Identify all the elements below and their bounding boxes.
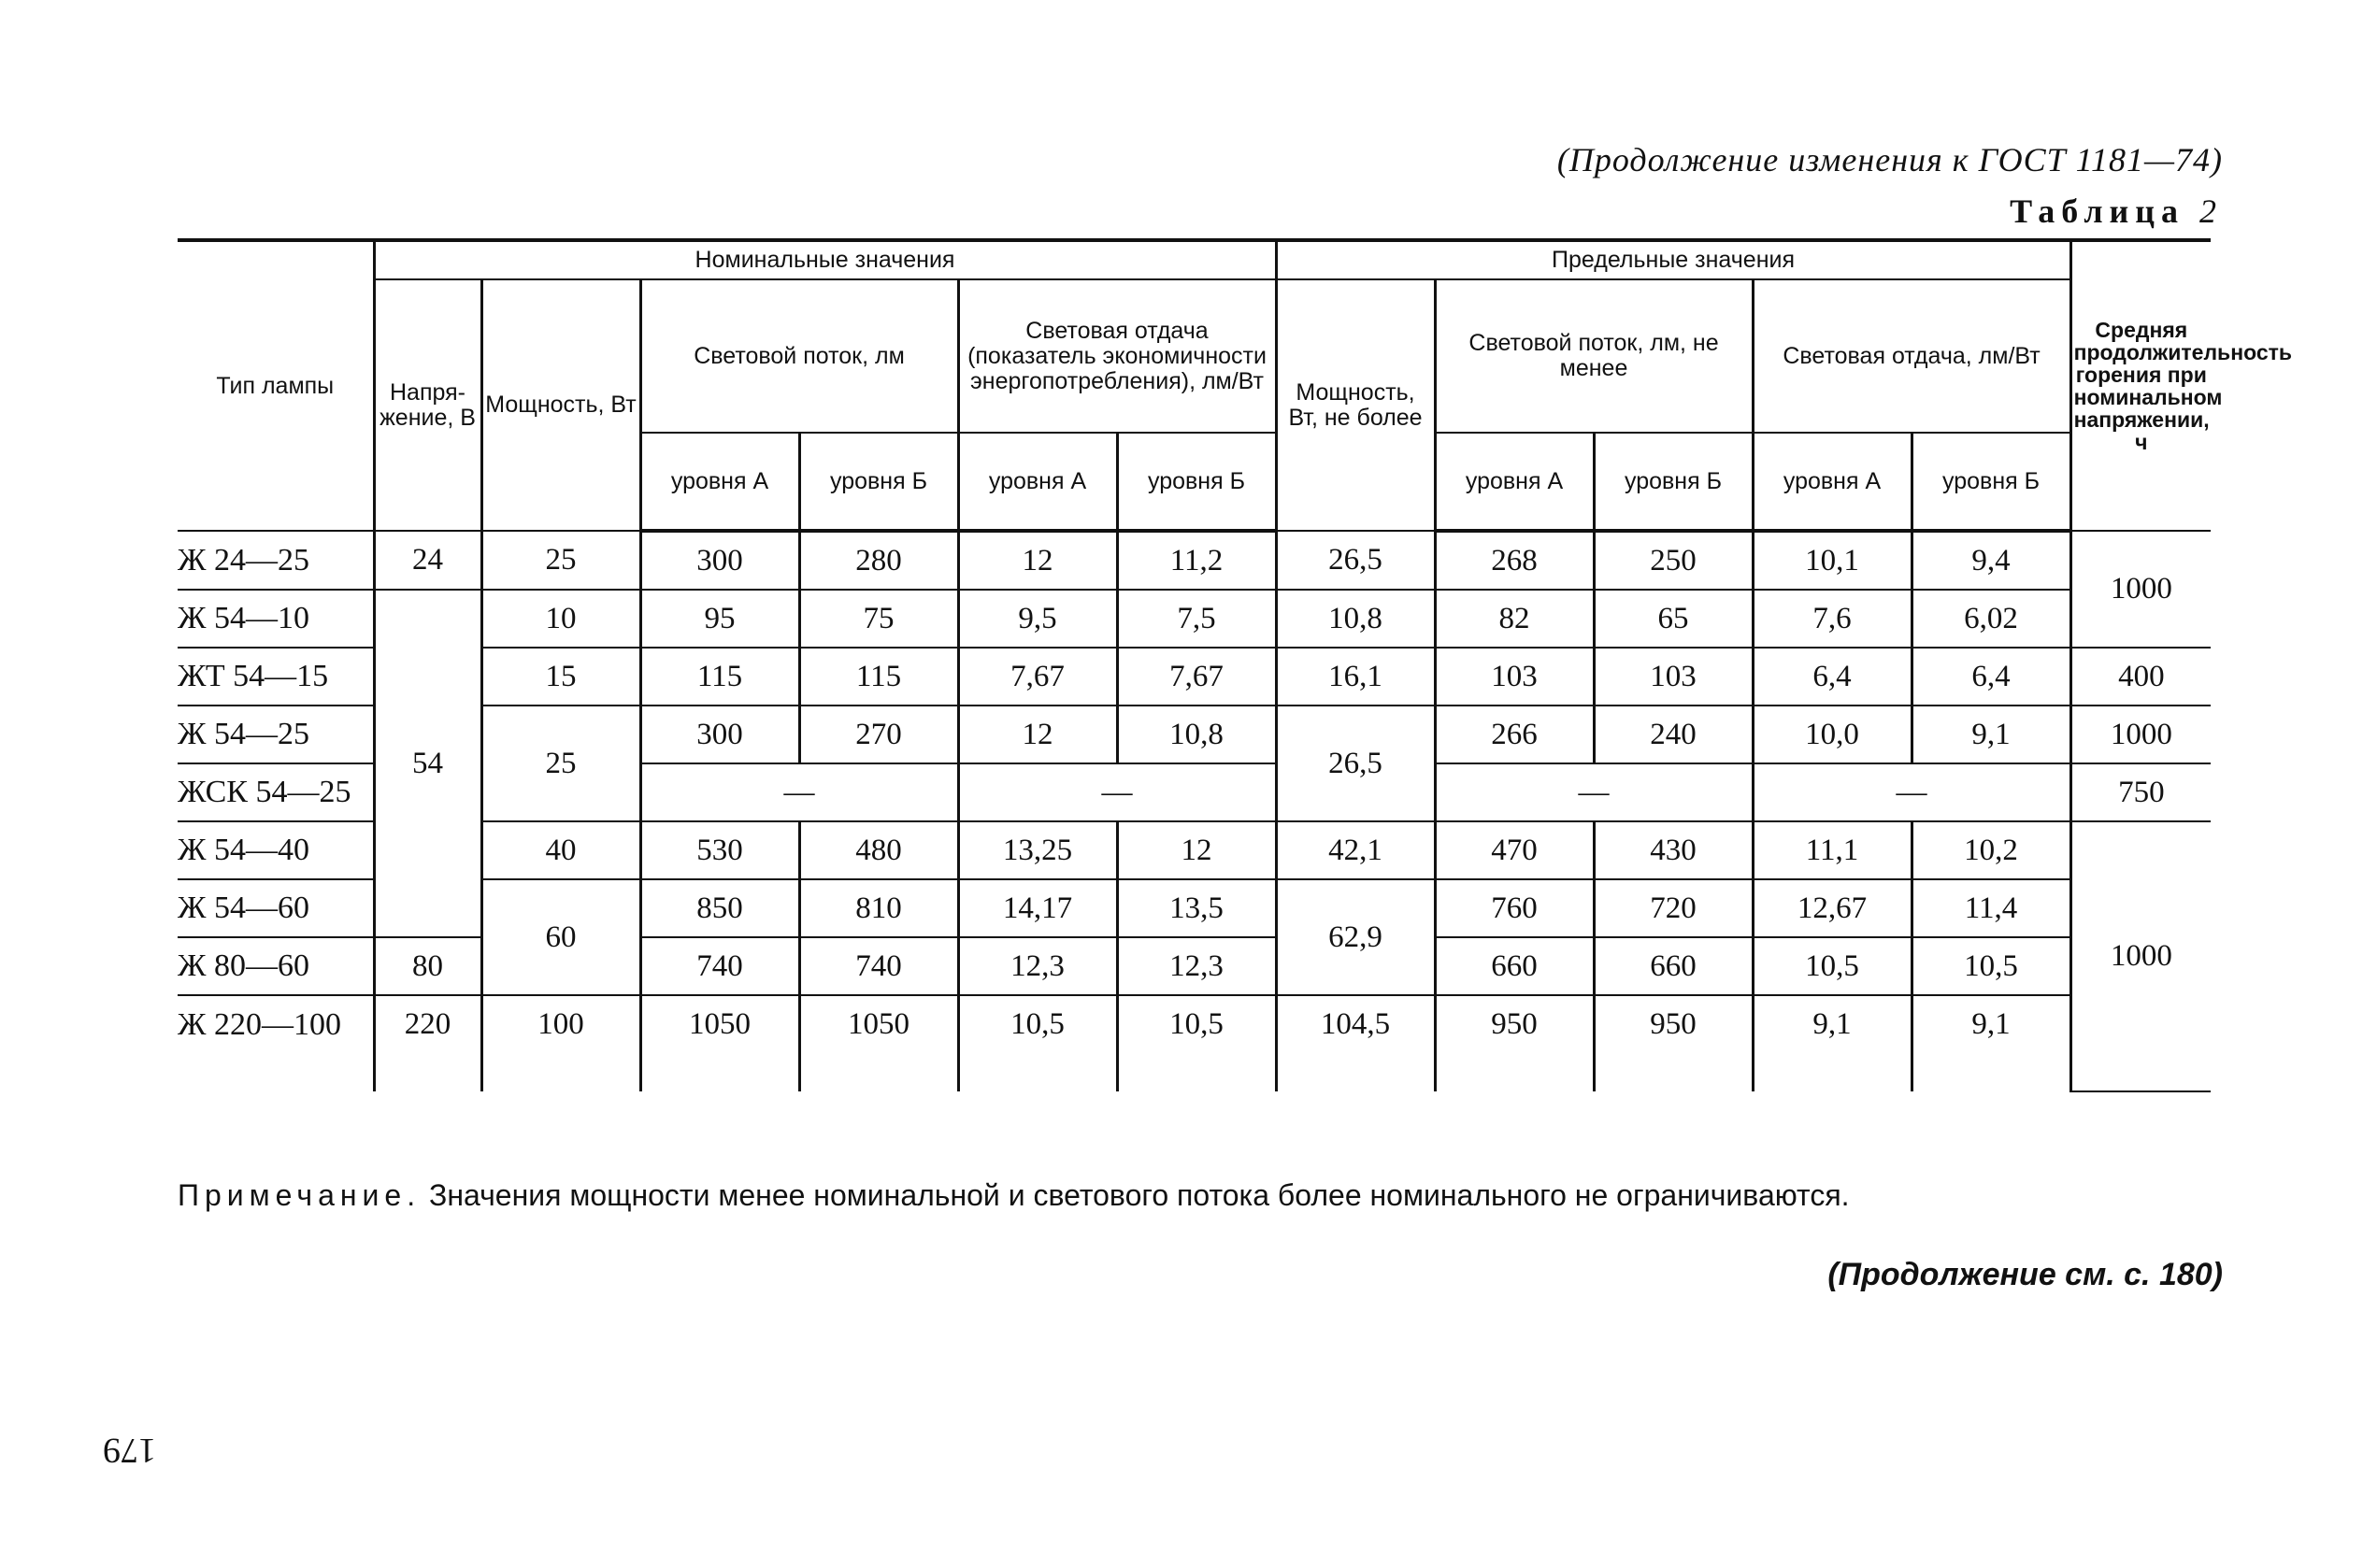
power-cell: 25: [481, 706, 640, 821]
document-header: (Продолжение изменения к ГОСТ 1181—74): [1556, 141, 2223, 178]
flux-dash-cell: —: [640, 763, 958, 821]
limit-power-cell: 26,5: [1276, 706, 1435, 821]
table-row: [178, 879, 2211, 937]
flux-a-cell: 740: [640, 937, 799, 995]
limit-flux-a-cell: 950: [1435, 995, 1594, 1091]
lamp-type-cell: Ж 54—25: [178, 706, 374, 763]
voltage-cell: 54: [374, 590, 481, 937]
table-row: [178, 821, 2211, 879]
limit-power-cell: 16,1: [1276, 648, 1435, 706]
efficacy-b-cell: 11,2: [1117, 531, 1276, 590]
efficacy-a-cell: 14,17: [958, 879, 1117, 937]
limit-flux-b-cell: 720: [1594, 879, 1753, 937]
power-cell: 100: [481, 995, 640, 1091]
limit-efficacy-a-cell: 12,67: [1753, 879, 1912, 937]
efficacy-a-cell: 13,25: [958, 821, 1117, 879]
header-level-a: уровня А: [1435, 433, 1594, 531]
efficacy-b-cell: 7,67: [1117, 648, 1276, 706]
header-average-life: Средняя продолжительность горения при номинальном напряжении, ч: [2070, 240, 2211, 531]
efficacy-a-cell: 10,5: [958, 995, 1117, 1091]
note-text: Значения мощности менее номинальной и светового потока более номинального не ограничиваются.: [429, 1178, 1850, 1212]
limit-efficacy-b-cell: 10,5: [1912, 937, 2070, 995]
flux-b-cell: 740: [799, 937, 958, 995]
limit-efficacy-b-cell: 6,4: [1912, 648, 2070, 706]
efficacy-b-cell: 12,3: [1117, 937, 1276, 995]
limit-flux-a-cell: 760: [1435, 879, 1594, 937]
flux-a-cell: 850: [640, 879, 799, 937]
limit-flux-b-cell: 660: [1594, 937, 1753, 995]
efficacy-b-cell: 10,8: [1117, 706, 1276, 763]
header-level-b: уровня Б: [799, 433, 958, 531]
limit-flux-a-cell: 470: [1435, 821, 1594, 879]
header-level-a: уровня А: [640, 433, 799, 531]
power-cell: 15: [481, 648, 640, 706]
flux-b-cell: 810: [799, 879, 958, 937]
table-row: [178, 648, 2211, 706]
lamp-type-cell: Ж 54—40: [178, 821, 374, 879]
limit-efficacy-a-cell: 10,5: [1753, 937, 1912, 995]
limit-flux-a-cell: 103: [1435, 648, 1594, 706]
lamp-type-cell: Ж 80—60: [178, 937, 374, 995]
table-number: 2: [2199, 192, 2223, 230]
limit-power-cell: 26,5: [1276, 531, 1435, 590]
table-row: [178, 995, 2211, 1091]
header-level-b: уровня Б: [1594, 433, 1753, 531]
header-level-b: уровня Б: [1117, 433, 1276, 531]
efficacy-a-cell: 7,67: [958, 648, 1117, 706]
lamp-parameters-table: [178, 238, 2293, 1092]
limit-flux-b-cell: 250: [1594, 531, 1753, 590]
flux-a-cell: 95: [640, 590, 799, 648]
flux-a-cell: 300: [640, 531, 799, 590]
flux-b-cell: 270: [799, 706, 958, 763]
header-luminous-flux: Световой поток, лм: [640, 279, 958, 433]
table-row: [178, 590, 2211, 648]
limit-efficacy-b-cell: 10,2: [1912, 821, 2070, 879]
flux-b-cell: 75: [799, 590, 958, 648]
header-level-b: уровня Б: [1912, 433, 2070, 531]
header-power: Мощность, Вт: [481, 279, 640, 531]
efficacy-b-cell: 12: [1117, 821, 1276, 879]
limit-efficacy-b-cell: 11,4: [1912, 879, 2070, 937]
limit-efficacy-a-cell: 6,4: [1753, 648, 1912, 706]
limit-power-cell: 104,5: [1276, 995, 1435, 1091]
voltage-cell: 220: [374, 995, 481, 1091]
lamp-type-cell: ЖТ 54—15: [178, 648, 374, 706]
header-level-a: уровня А: [1753, 433, 1912, 531]
header-nominal-values: Номинальные значения: [374, 240, 1276, 279]
voltage-cell: 24: [374, 531, 481, 590]
limit-efficacy-dash-cell: —: [1753, 763, 2070, 821]
lamp-type-cell: ЖСК 54—25: [178, 763, 374, 821]
limit-efficacy-a-cell: 10,1: [1753, 531, 1912, 590]
efficacy-a-cell: 12,3: [958, 937, 1117, 995]
header-limit-efficacy: Световая отдача, лм/Вт: [1753, 279, 2070, 433]
flux-b-cell: 280: [799, 531, 958, 590]
limit-flux-b-cell: 430: [1594, 821, 1753, 879]
limit-efficacy-a-cell: 10,0: [1753, 706, 1912, 763]
limit-flux-a-cell: 660: [1435, 937, 1594, 995]
header-luminous-efficacy: Световая отдача (показатель экономичности энергопотребления), лм/Вт: [958, 279, 1276, 433]
table-row: [178, 531, 2211, 590]
flux-b-cell: 1050: [799, 995, 958, 1091]
lamp-type-cell: Ж 220—100: [178, 995, 374, 1091]
table-note: [178, 1173, 2211, 1218]
lamp-type-cell: Ж 24—25: [178, 531, 374, 590]
limit-flux-b-cell: 65: [1594, 590, 1753, 648]
power-cell: 40: [481, 821, 640, 879]
efficacy-b-cell: 10,5: [1117, 995, 1276, 1091]
limit-flux-a-cell: 266: [1435, 706, 1594, 763]
efficacy-dash-cell: —: [958, 763, 1276, 821]
limit-flux-b-cell: 950: [1594, 995, 1753, 1091]
header-level-a: уровня А: [958, 433, 1117, 531]
flux-a-cell: 530: [640, 821, 799, 879]
limit-flux-dash-cell: —: [1435, 763, 1753, 821]
header-limit-flux: Световой поток, лм, не менее: [1435, 279, 1753, 433]
limit-efficacy-a-cell: 9,1: [1753, 995, 1912, 1091]
voltage-cell: 80: [374, 937, 481, 995]
flux-b-cell: 115: [799, 648, 958, 706]
lamp-type-cell: Ж 54—10: [178, 590, 374, 648]
flux-b-cell: 480: [799, 821, 958, 879]
page-number: 179: [103, 1431, 156, 1470]
limit-efficacy-b-cell: 9,1: [1912, 706, 2070, 763]
limit-efficacy-b-cell: 6,02: [1912, 590, 2070, 648]
efficacy-a-cell: 12: [958, 531, 1117, 590]
table-caption-label: Таблица: [2010, 192, 2184, 230]
limit-flux-a-cell: 82: [1435, 590, 1594, 648]
flux-a-cell: 300: [640, 706, 799, 763]
limit-flux-b-cell: 103: [1594, 648, 1753, 706]
power-cell: 10: [481, 590, 640, 648]
life-cell: 1000: [2070, 706, 2211, 763]
life-cell: 750: [2070, 763, 2211, 821]
header-limit-values: Предельные значения: [1276, 240, 2070, 279]
limit-power-cell: 42,1: [1276, 821, 1435, 879]
continuation-footer: (Продолжение см. с. 180): [1827, 1257, 2223, 1292]
limit-power-cell: 10,8: [1276, 590, 1435, 648]
power-cell: 60: [481, 879, 640, 995]
limit-flux-a-cell: 268: [1435, 531, 1594, 590]
efficacy-b-cell: 7,5: [1117, 590, 1276, 648]
life-cell: 1000: [2070, 531, 2211, 648]
note-label: Примечание.: [178, 1178, 422, 1212]
flux-a-cell: 115: [640, 648, 799, 706]
lamp-type-cell: Ж 54—60: [178, 879, 374, 937]
limit-efficacy-b-cell: 9,4: [1912, 531, 2070, 590]
life-cell: 400: [2070, 648, 2211, 706]
limit-efficacy-a-cell: 7,6: [1753, 590, 1912, 648]
efficacy-a-cell: 9,5: [958, 590, 1117, 648]
efficacy-b-cell: 13,5: [1117, 879, 1276, 937]
table-caption: [2010, 192, 2223, 231]
power-cell: 25: [481, 531, 640, 590]
limit-flux-b-cell: 240: [1594, 706, 1753, 763]
limit-efficacy-b-cell: 9,1: [1912, 995, 2070, 1091]
life-cell: 1000: [2070, 821, 2211, 1091]
table-row: [178, 706, 2211, 763]
header-voltage: Напря-жение, В: [374, 279, 481, 531]
flux-a-cell: 1050: [640, 995, 799, 1091]
limit-power-cell: 62,9: [1276, 879, 1435, 995]
efficacy-a-cell: 12: [958, 706, 1117, 763]
header-lamp-type: Тип лампы: [178, 240, 374, 531]
header-limit-power: Мощность, Вт, не более: [1276, 279, 1435, 531]
limit-efficacy-a-cell: 11,1: [1753, 821, 1912, 879]
